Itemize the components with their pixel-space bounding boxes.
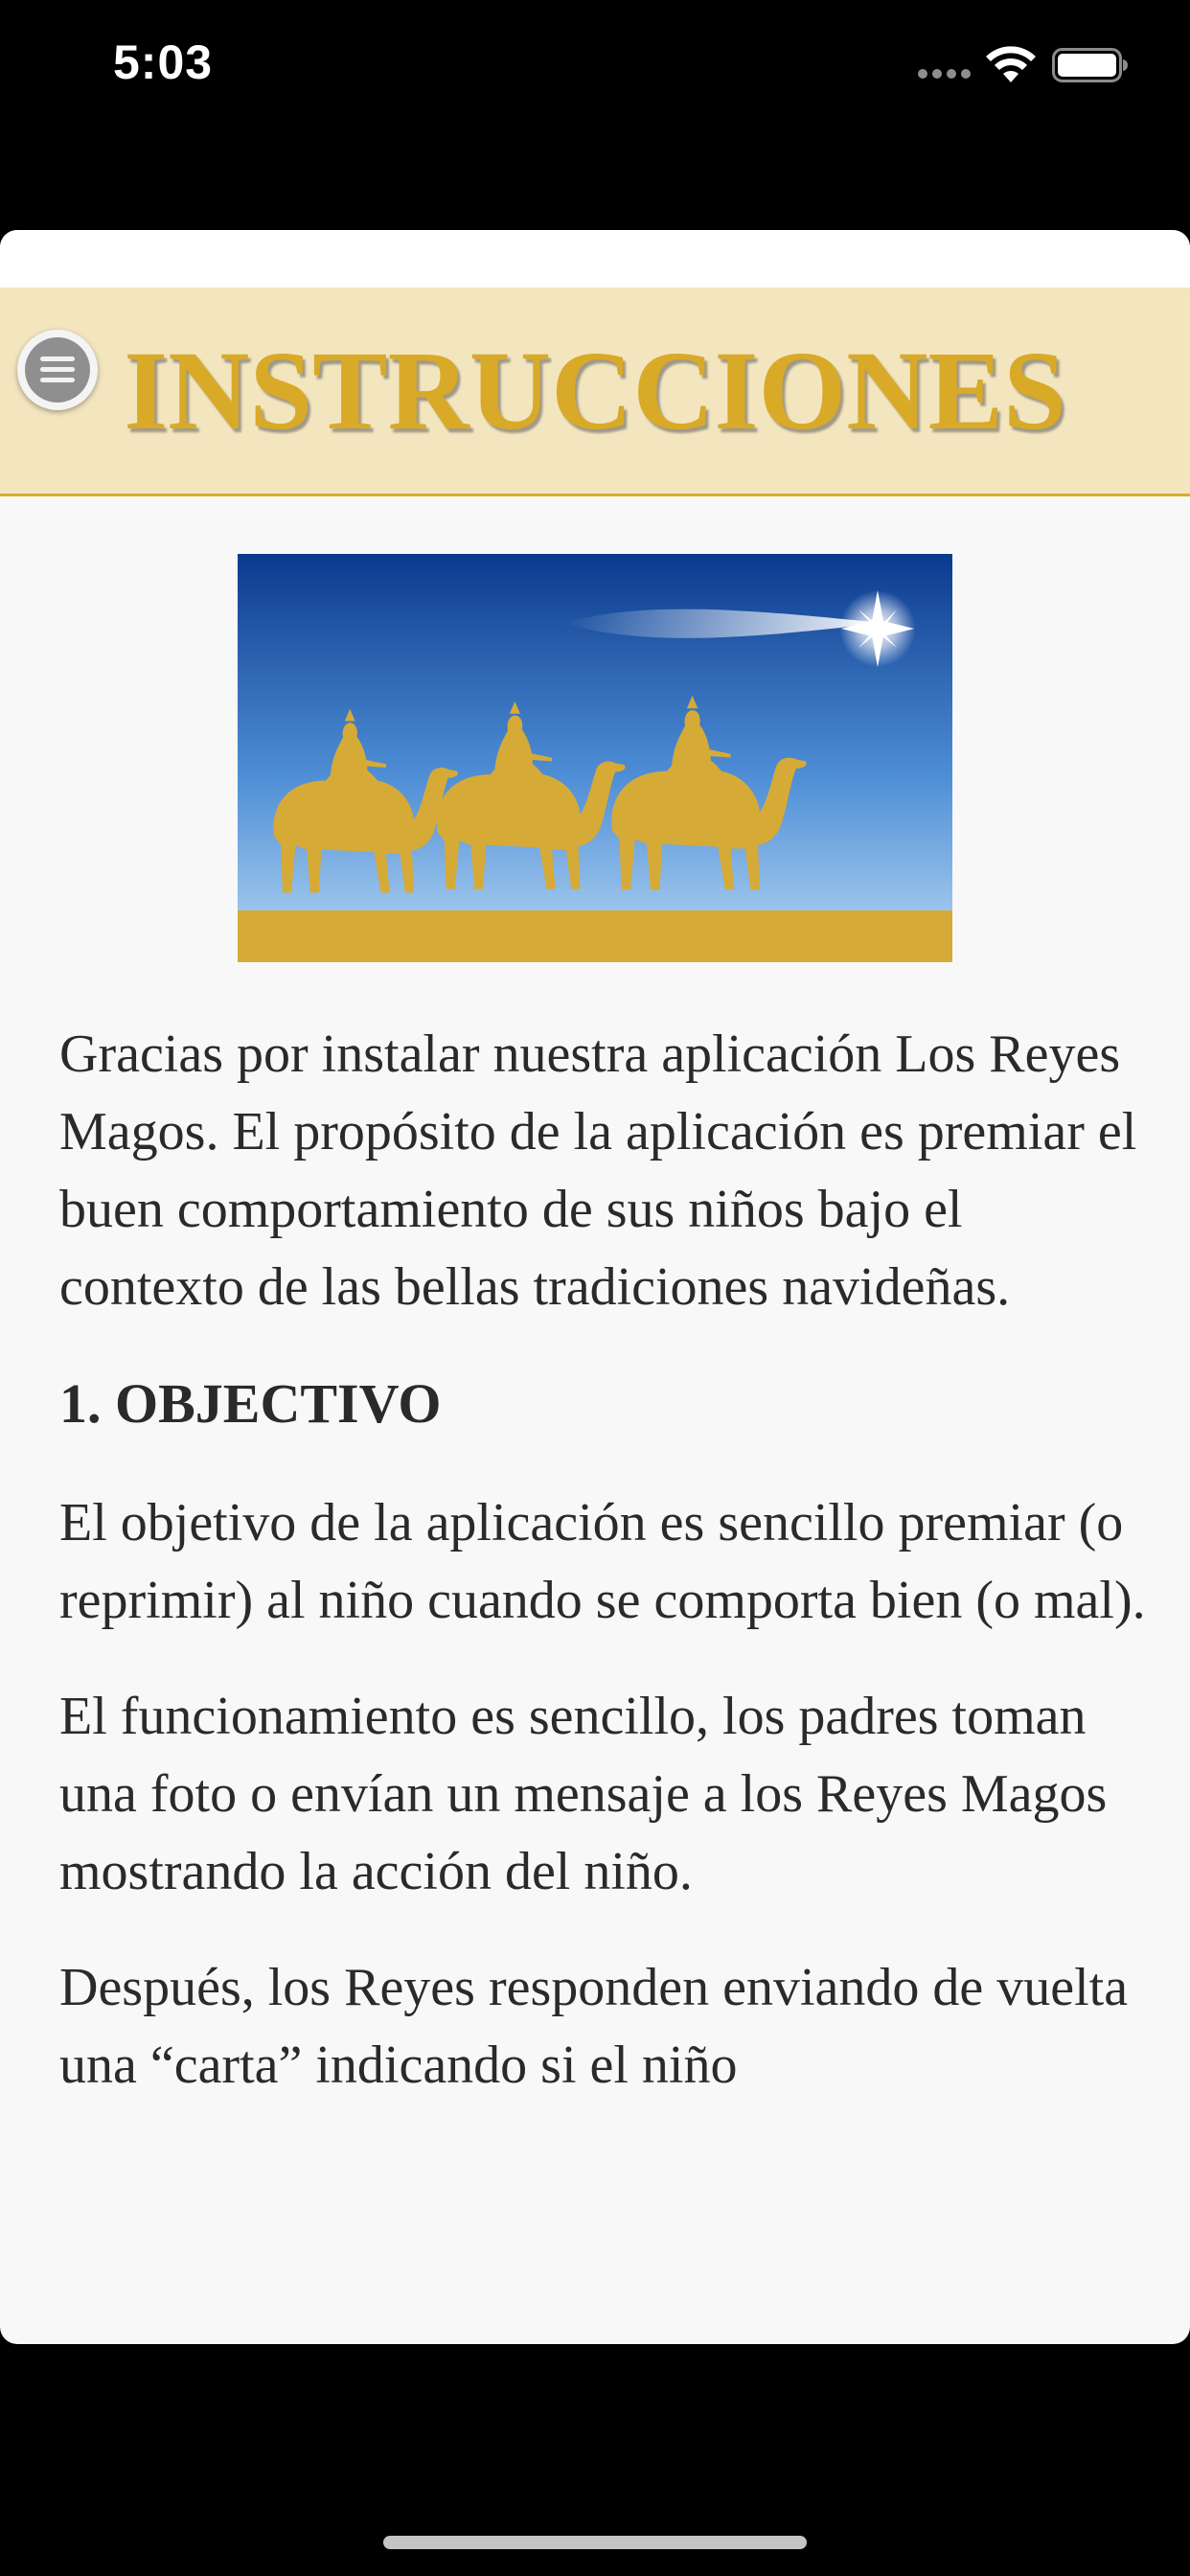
objective-paragraph-1: El objetivo de la aplicación es sencillo premiar (o reprimir) al niño cuando se comporta bien (o mal). <box>59 1493 1146 1630</box>
battery-icon <box>1052 48 1129 82</box>
objective-paragraph-2: El funcionamiento es sencillo, los padres toman una foto o envían un mensaje a los Reyes Magos mostrando la acción del niño. <box>59 1687 1108 1901</box>
home-indicator[interactable] <box>383 2536 807 2549</box>
wifi-icon <box>985 44 1037 84</box>
instructions-text <box>59 1016 1152 2143</box>
intro-paragraph: Gracias por instalar nuestra aplicación Los Reyes Magos. El propósito de la aplicación es premiar el buen comportamiento de sus niños bajo el contexto de las bellas tradiciones navideñas. <box>59 1024 1137 1317</box>
header-bar <box>0 288 1190 496</box>
status-time: 5:03 <box>113 35 214 89</box>
objective-paragraph-3: Después, los Reyes responden enviando de vuelta una “carta” indicando si el niño <box>59 1958 1129 2095</box>
three-kings-camels-star-image <box>238 554 952 962</box>
section-heading-objective: 1. OBJECTIVO <box>59 1372 442 1435</box>
cellular-signal-icon <box>918 65 972 80</box>
status-bar <box>0 0 1190 134</box>
page-title: INSTRUCCIONES <box>124 328 1066 453</box>
sheet-top-strip <box>0 230 1190 288</box>
